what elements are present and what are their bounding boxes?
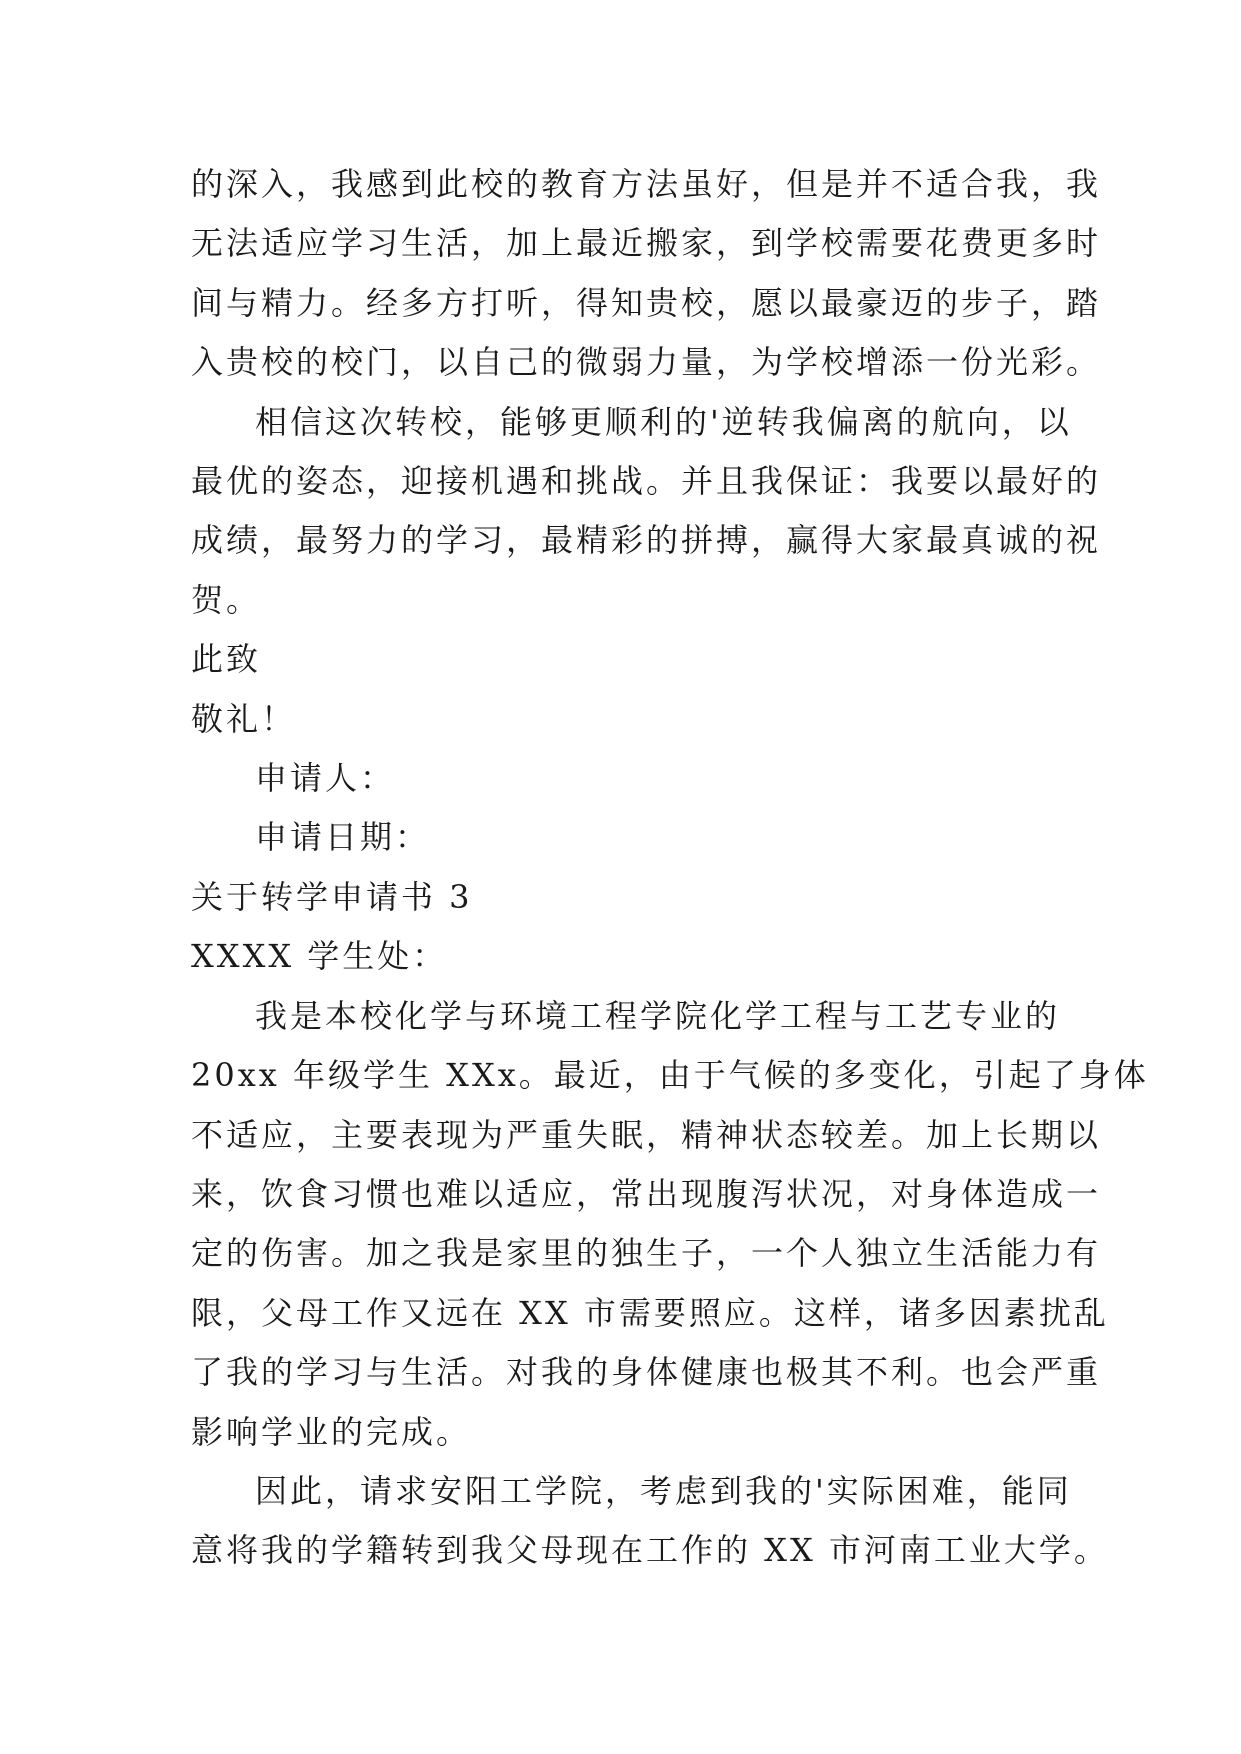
text-line: 因此，请求安阳工学院，考虑到我的'实际困难，能同 (255, 1471, 1072, 1510)
paragraph-continuation (191, 155, 1102, 393)
text-line: 成绩，最努力的学习，最精彩的拼搏，赢得大家最真诚的祝 (191, 521, 1102, 560)
text-line: 不适应，主要表现为严重失眠，精神状态较差。加上长期以 (191, 1115, 1102, 1154)
salutation (191, 927, 1071, 986)
text-line: 影响学业的完成。 (191, 1412, 472, 1451)
text-line: 间与精力。经多方打听，得知贵校，愿以最豪迈的步子，踏 (191, 283, 1102, 322)
text-line: 意将我的学籍转到我父母现在工作的 XX 市河南工业大学。 (191, 1531, 1109, 1570)
text-line: 此致 (191, 640, 262, 679)
applicant-label: 申请人： (255, 759, 396, 798)
closing-jingli (191, 690, 1071, 749)
document-body (191, 155, 1149, 1581)
section-title (191, 868, 1071, 927)
text-line: 来，饮食习惯也难以适应，常出现腹泻状况，对身体造成一 (191, 1174, 1102, 1213)
salutation-text: XXXX 学生处： (191, 937, 448, 976)
text-line: 相信这次转校，能够更顺利的'逆转我偏离的航向，以 (255, 402, 1072, 441)
text-line: 我是本校化学与环境工程学院化学工程与工艺专业的 (255, 996, 1061, 1035)
text-line: 20xx 年级学生 XXx。最近，由于气候的多变化，引起了身体 (191, 1056, 1149, 1095)
text-line: 无法适应学习生活，加上最近搬家，到学校需要花费更多时 (191, 224, 1102, 263)
text-line: 敬礼！ (191, 699, 297, 738)
text-line: 定的伤害。加之我是家里的独生子，一个人独立生活能力有 (191, 1234, 1102, 1273)
text-line: 限，父母工作又远在 XX 市需要照应。这样，诸多因素扰乱 (191, 1293, 1109, 1332)
applicant-line (191, 749, 1071, 808)
text-line: 入贵校的校门，以自己的微弱力量，为学校增添一份光彩。 (191, 343, 1102, 382)
text-line: 贺。 (191, 580, 262, 619)
paragraph-request (191, 1462, 1109, 1581)
paragraph-intro (191, 987, 1149, 1462)
text-line: 了我的学习与生活。对我的身体健康也极其不利。也会严重 (191, 1353, 1102, 1392)
apply-date-label: 申请日期： (255, 818, 431, 857)
text-line: 的深入，我感到此校的教育方法虽好，但是并不适合我，我 (191, 165, 1102, 203)
apply-date-line (191, 808, 1071, 867)
closing-cizhi (191, 630, 1071, 689)
text-line: 最优的姿态，迎接机遇和挑战。并且我保证：我要以最好的 (191, 462, 1102, 501)
section-heading: 关于转学申请书 3 (191, 877, 473, 916)
paragraph-belief (191, 393, 1102, 631)
